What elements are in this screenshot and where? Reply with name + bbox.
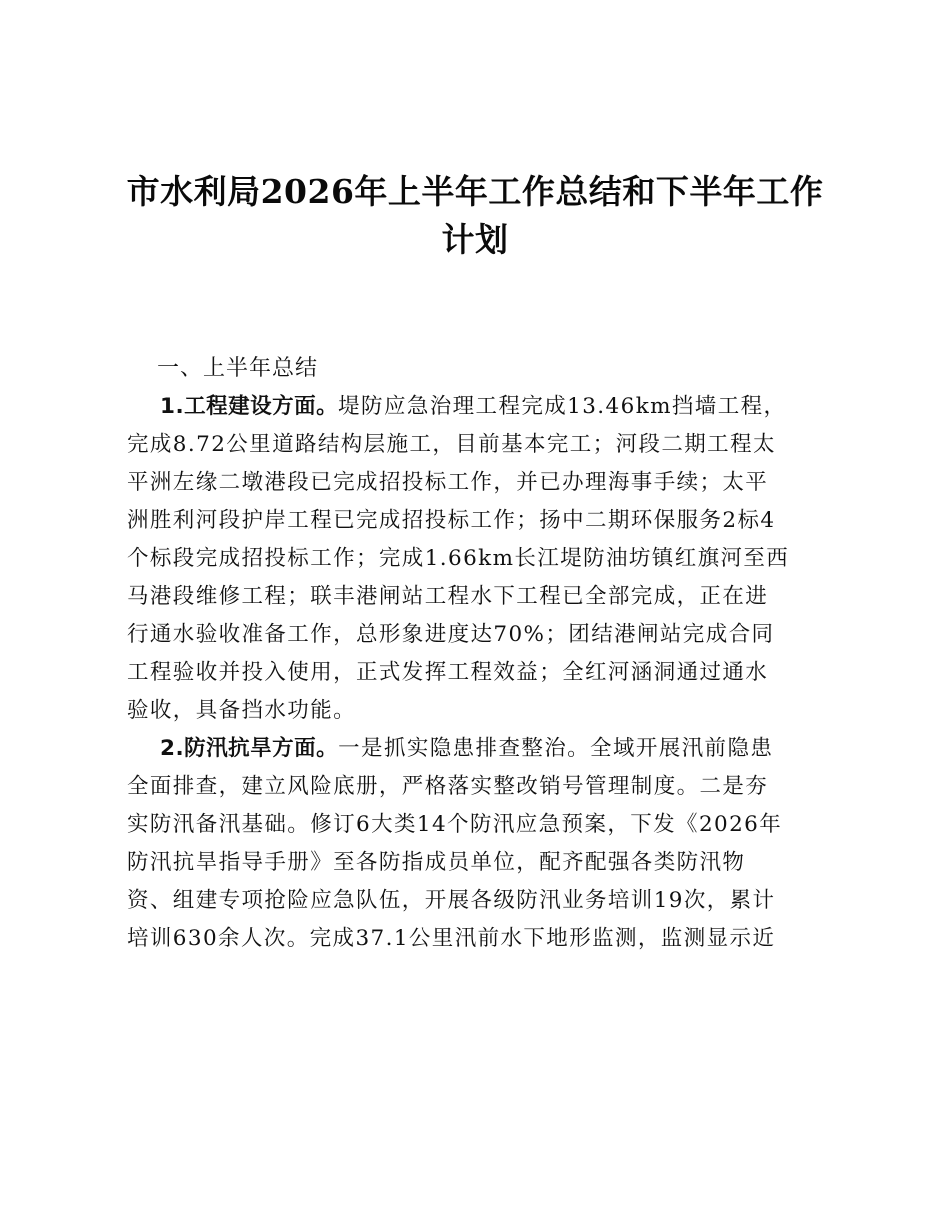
paragraph-line [127, 388, 837, 426]
document-body [127, 350, 837, 958]
paragraph-line: 完成8.72公里道路结构层施工，目前基本完工；河段二期工程太 [127, 432, 776, 457]
title-line-1: 市水利局2026年上半年工作总结和下半年工作 [126, 172, 824, 211]
paragraph-line: 行通水验收准备工作，总形象进度达70%；团结港闸站完成合同 [127, 622, 775, 647]
paragraph-line: 马港段维修工程；联丰港闸站工程水下工程已全部完成，正在进 [127, 584, 769, 609]
paragraph-line: 洲胜利河段护岸工程已完成招投标工作；扬中二期环保服务2标4 [127, 508, 776, 533]
paragraph-line: 防汛抗旱指导手册》至各防指成员单位，配齐配强各类防汛物 [127, 850, 746, 875]
paragraph-lead-engineering: 1.工程建设方面。 [160, 394, 339, 419]
paragraph-flood-control [127, 730, 837, 958]
document-title [100, 168, 850, 264]
paragraph-line: 实防汛备汛基础。修订6大类14个防汛应急预案，下发《2026年 [127, 812, 783, 837]
paragraph-line: 培训630余人次。完成37.1公里汛前水下地形监测，监测显示近 [127, 926, 776, 951]
paragraph-line: 工程验收并投入使用，正式发挥工程效益；全红河涵洞通过通水 [127, 660, 769, 685]
paragraph-line: 个标段完成招投标工作；完成1.66km长江堤防油坊镇红旗河至西 [127, 546, 790, 571]
paragraph-line: 全面排查，建立风险底册，严格落实整改销号管理制度。二是夯 [127, 774, 769, 799]
title-line-2: 计划 [441, 220, 509, 259]
paragraph-line: 验收，具备挡水功能。 [127, 698, 357, 723]
paragraph-lead-flood-control: 2.防汛抗旱方面。 [160, 736, 339, 761]
paragraph-line: 资、组建专项抢险应急队伍，开展各级防汛业务培训19次，累计 [127, 888, 776, 913]
paragraph-line: 平洲左缘二墩港段已完成招投标工作，并已办理海事手续；太平 [127, 470, 769, 495]
paragraph-line [127, 730, 837, 768]
section-heading-1: 一、上半年总结 [157, 356, 319, 381]
paragraph-text: 一是抓实隐患排查整治。全域开展汛前隐患 [338, 736, 774, 761]
paragraph-text: 堤防应急治理工程完成13.46km挡墙工程， [338, 394, 787, 419]
paragraph-engineering [127, 388, 837, 730]
